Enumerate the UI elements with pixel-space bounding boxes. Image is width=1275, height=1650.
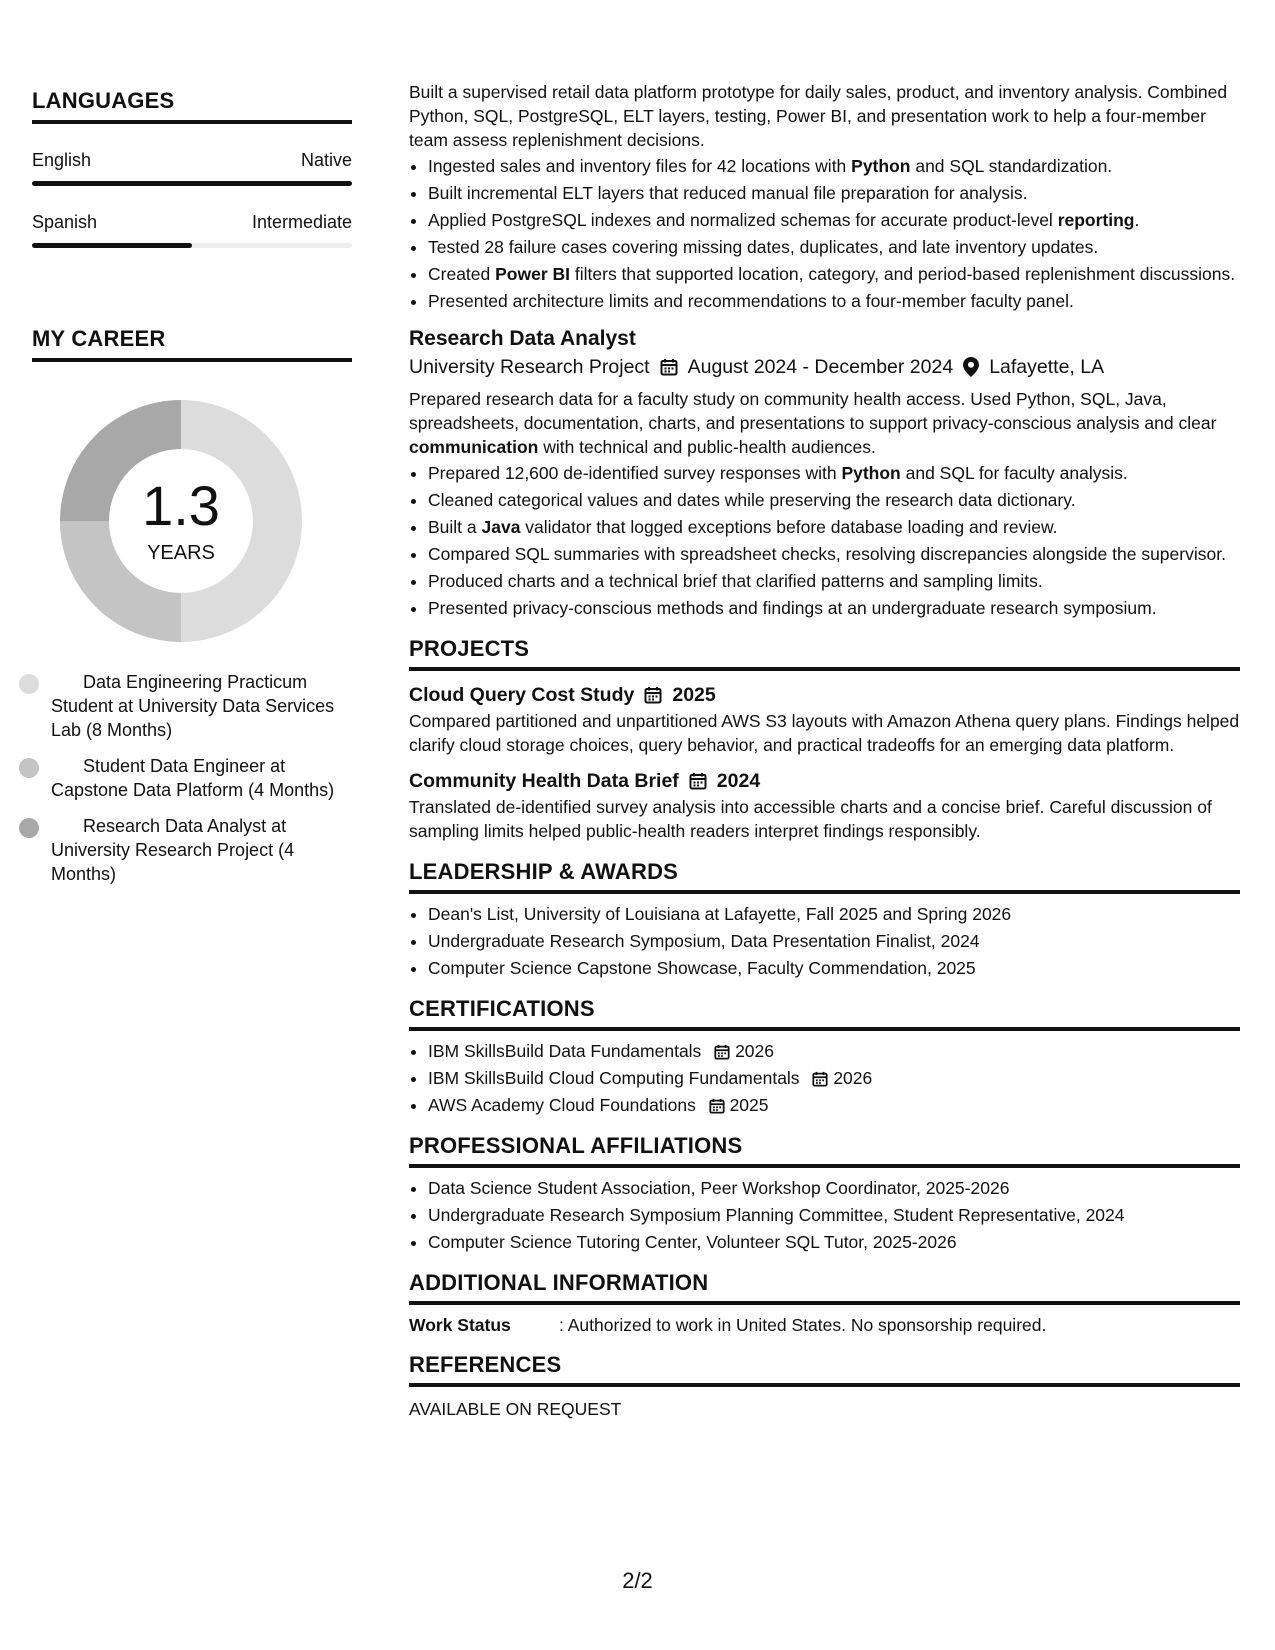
project-title (409, 681, 1240, 709)
career-heading: MY CAREER (32, 326, 352, 362)
leadership-list (409, 902, 1240, 980)
references-heading: REFERENCES (409, 1352, 1240, 1387)
calendar-icon (812, 1071, 828, 1087)
language-level-fill (32, 181, 352, 186)
project-year: 2024 (716, 770, 761, 792)
bullet-item: • Applied PostgreSQL indexes and normalized schemas for accurate product-level reporting. (428, 208, 1240, 232)
language-level-fill (32, 243, 192, 248)
language-item (32, 150, 352, 186)
right-column (409, 80, 1240, 1421)
certification-name: AWS Academy Cloud Foundations (428, 1095, 696, 1115)
work-status-value: : Authorized to work in United States. No sponsorship required. (559, 1315, 1047, 1335)
bullet-item: • Ingested sales and inventory files for 42 locations with Python and SQL standardization. (428, 154, 1240, 178)
project-description: Translated de-identified survey analysis into accessible charts and a concise brief. Careful discussion of sampling limits helped public-health readers interpret findings responsibly. (409, 797, 1212, 841)
certification-item (428, 1066, 1240, 1090)
language-level-bar (32, 181, 352, 186)
certification-item (428, 1093, 1240, 1117)
bullet-item: • Presented architecture limits and recommendations to a four-member faculty panel. (428, 289, 1240, 313)
legend-dot (19, 758, 39, 778)
left-column (32, 88, 352, 898)
certifications-heading: CERTIFICATIONS (409, 996, 1240, 1031)
bullet-item: • Cleaned categorical values and dates while preserving the research data dictionary. (428, 488, 1240, 512)
language-item (32, 212, 352, 248)
calendar-icon (709, 1098, 725, 1114)
project-name: Cloud Query Cost Study (409, 684, 635, 706)
legend-dot (19, 674, 39, 694)
bullet-item: • Prepared 12,600 de-identified survey responses with Python and SQL for faculty analysis. (428, 461, 1240, 485)
career-legend-item (51, 754, 352, 802)
affiliations-list (409, 1176, 1240, 1254)
legend-text: Student Data Engineer at Capstone Data Platform (4 Months) (51, 756, 335, 800)
projects-heading: PROJECTS (409, 636, 1240, 671)
experience-summary: Built a supervised retail data platform prototype for daily sales, product, and inventory analysis. Combined Python, SQL, PostgreSQL, ELT layers, testing, Power BI, and presentation work to help a four-member team assess replenishment decisions. (409, 82, 1228, 150)
project-year: 2025 (672, 684, 716, 706)
experience-bullets (409, 154, 1240, 313)
role-location: Lafayette, LA (989, 356, 1105, 378)
career-total-unit: YEARS (147, 541, 215, 564)
language-level: Native (300, 150, 352, 170)
role-dates: August 2024 - December 2024 (687, 356, 954, 378)
role-bullets (409, 461, 1240, 620)
bullet-item: • Data Science Student Association, Peer Workshop Coordinator, 2025-2026 (428, 1176, 1240, 1200)
leadership-heading: LEADERSHIP & AWARDS (409, 859, 1240, 894)
certification-name: IBM SkillsBuild Cloud Computing Fundamentals (428, 1068, 800, 1088)
certification-year: 2026 (735, 1041, 774, 1061)
project-description: Compared partitioned and unpartitioned AWS S3 layouts with Amazon Athena query plans. Findings helped clarify cloud storage choices, query behavior, and practical tradeoffs for an emerging data platform. (409, 711, 1240, 755)
career-legend (32, 670, 352, 886)
bullet-item: • Created Power BI filters that supported location, category, and period-based replenishment discussions. (428, 262, 1240, 286)
work-status-label: Work Status (409, 1315, 511, 1335)
bullet-item: • Tested 28 failure cases covering missing dates, duplicates, and late inventory updates. (428, 235, 1240, 259)
role-title: Research Data Analyst (409, 327, 636, 350)
calendar-icon (660, 358, 678, 376)
bullet-item: • Computer Science Tutoring Center, Volunteer SQL Tutor, 2025-2026 (428, 1230, 1240, 1254)
role-summary: Prepared research data for a faculty study on community health access. Used Python, SQL, Java, spreadsheets, documentation, charts, and presentations to support privacy-conscious analysis and clear communication with technical and public-health audiences. (409, 389, 1217, 457)
language-name: English (32, 150, 92, 170)
career-legend-item (51, 814, 352, 886)
certification-year: 2025 (729, 1095, 769, 1115)
legend-text: Research Data Analyst at University Research Project (4 Months) (51, 816, 295, 884)
additional-info-heading: ADDITIONAL INFORMATION (409, 1270, 1240, 1305)
bullet-item: • Presented privacy-conscious methods and findings at an undergraduate research symposium. (428, 596, 1240, 620)
certification-name: IBM SkillsBuild Data Fundamentals (428, 1041, 702, 1061)
career-legend-item (51, 670, 352, 742)
references-text: AVAILABLE ON REQUEST (409, 1399, 622, 1419)
certifications-list (409, 1039, 1240, 1117)
role-meta (409, 353, 1240, 381)
location-pin-icon (963, 357, 979, 377)
language-level-bar (32, 243, 352, 248)
career-total-years: 1.3 (142, 473, 220, 537)
certification-item (428, 1039, 1240, 1063)
bullet-item: • Compared SQL summaries with spreadsheet checks, resolving discrepancies alongside the supervisor. (428, 542, 1240, 566)
project-name: Community Health Data Brief (409, 770, 679, 792)
calendar-icon (689, 772, 707, 790)
calendar-icon (714, 1044, 730, 1060)
certification-year: 2026 (833, 1068, 873, 1088)
bullet-item: • Computer Science Capstone Showcase, Faculty Commendation, 2025 (428, 956, 1240, 980)
affiliations-heading: PROFESSIONAL AFFILIATIONS (409, 1133, 1240, 1168)
bullet-item: • Built incremental ELT layers that reduced manual file preparation for analysis. (428, 181, 1240, 205)
page-number: 2/2 (622, 1568, 653, 1593)
role-organization: University Research Project (409, 356, 650, 378)
bullet-item: • Undergraduate Research Symposium, Data Presentation Finalist, 2024 (428, 929, 1240, 953)
bullet-item: • Built a Java validator that logged exceptions before database loading and review. (428, 515, 1240, 539)
legend-text: Data Engineering Practicum Student at University Data Services Lab (8 Months) (51, 672, 335, 740)
language-name: Spanish (32, 212, 98, 232)
bullet-item: • Dean's List, University of Louisiana at Lafayette, Fall 2025 and Spring 2026 (428, 902, 1240, 926)
bullet-item: • Produced charts and a technical brief that clarified patterns and sampling limits. (428, 569, 1240, 593)
languages-heading: LANGUAGES (32, 88, 352, 124)
legend-dot (19, 818, 39, 838)
work-status-row (409, 1315, 1240, 1336)
bullet-item: • Undergraduate Research Symposium Planning Committee, Student Representative, 2024 (428, 1203, 1240, 1227)
career-donut (56, 396, 306, 646)
career-section (32, 326, 352, 886)
language-level: Intermediate (251, 212, 352, 232)
project-title (409, 767, 1240, 795)
calendar-icon (644, 686, 662, 704)
